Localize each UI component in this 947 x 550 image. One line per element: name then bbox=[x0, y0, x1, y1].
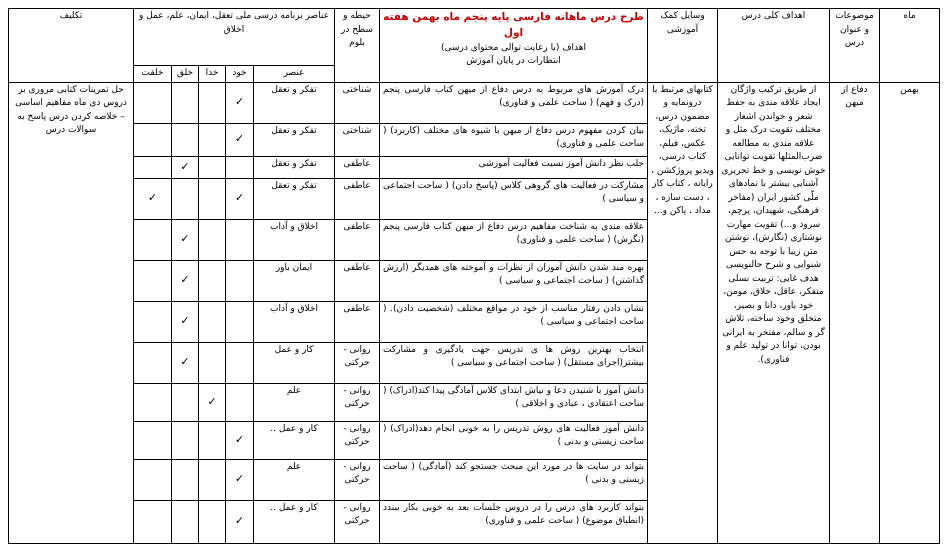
khod-check-cell bbox=[226, 178, 254, 219]
domain-cell: روانی - حرکتی bbox=[335, 500, 380, 543]
khod-check-cell bbox=[226, 342, 254, 383]
goal-cell: دانش آموز فعالیت های روش تدریس را به خوبی انجام دهد(ادراک) ( ساحت زیستی و بدنی ) bbox=[380, 421, 648, 459]
khod-check-cell bbox=[226, 82, 254, 123]
domain-cell: شناختی bbox=[335, 82, 380, 123]
goal-cell: بهره مند شدن دانش آموزان از نظرات و آموخته های همدیگر (ارزش گذاشتن) ( ساحت اجتماعی و سیاسی ) bbox=[380, 260, 648, 301]
goal-cell: نشان دادن رفتار مناسب از خود در مواقع مختلف (شخصیت دادن). ( ساحت اجتماعی و سیاسی ) bbox=[380, 301, 648, 342]
khalq-check-cell bbox=[172, 82, 199, 123]
header-title-cell bbox=[380, 9, 648, 83]
khoda-check-cell bbox=[199, 260, 226, 301]
element-cell: تفکر و تعقل bbox=[254, 123, 335, 156]
check-icon: ✓ bbox=[234, 514, 245, 528]
header-topics: موضوعات و عنوان درس bbox=[830, 9, 880, 83]
header-khod: خود bbox=[226, 66, 254, 83]
goal-cell: دانش آموز با شنیدن دعا و نیاش ابتدای کلاس آمادگی پیدا کند(ادراک) ( ساحت اعتقادی ، عبادی و اخلاقی ) bbox=[380, 383, 648, 421]
element-cell: اخلاق و آداب bbox=[254, 301, 335, 342]
header-general-goals: اهداف کلی درس bbox=[718, 9, 830, 83]
header-khoda: خدا bbox=[199, 66, 226, 83]
check-icon: ✓ bbox=[234, 132, 245, 146]
table-row bbox=[9, 82, 940, 123]
khalq-check-cell bbox=[172, 301, 199, 342]
header-khelqat: خلقت bbox=[134, 66, 172, 83]
topic-value: دفاع از میهن bbox=[830, 82, 880, 543]
table-body bbox=[9, 82, 940, 543]
khoda-check-cell bbox=[199, 123, 226, 156]
khoda-check-cell bbox=[199, 342, 226, 383]
khod-check-cell bbox=[226, 156, 254, 178]
khalq-check-cell bbox=[172, 342, 199, 383]
homework-value: حل تمرینات کتابی مروری بر دروس دی ماه مفاهیم اساسی – خلاصه کردن درس پاسخ به سوالات درس bbox=[9, 82, 134, 543]
khalq-check-cell bbox=[172, 383, 199, 421]
check-icon: ✓ bbox=[180, 232, 190, 246]
khelqat-check-cell bbox=[134, 301, 172, 342]
domain-cell: عاطفی bbox=[335, 219, 380, 260]
khod-check-cell bbox=[226, 123, 254, 156]
khalq-check-cell bbox=[172, 260, 199, 301]
khalq-check-cell bbox=[172, 156, 199, 178]
khod-check-cell bbox=[226, 219, 254, 260]
header-homework: تکلیف bbox=[9, 9, 134, 83]
khod-check-cell bbox=[226, 500, 254, 543]
check-icon: ✓ bbox=[234, 472, 245, 486]
khod-check-cell bbox=[226, 383, 254, 421]
header-elements: عناصر برنامه درسی ملی تعقل، ایمان، علم، عمل و اخلاق bbox=[134, 9, 335, 66]
check-icon: ✓ bbox=[180, 314, 190, 328]
domain-cell: شناختی bbox=[335, 123, 380, 156]
khalq-check-cell bbox=[172, 123, 199, 156]
goal-cell: بتواند کاربرد های درس را در دروس جلسات بعد به خوبی بکار ببندد (انطباق موضوع) ( ساحت علمی و فناوری) bbox=[380, 500, 648, 543]
element-cell: کار و عمل bbox=[254, 342, 335, 383]
element-cell: کار و عمل .. bbox=[254, 500, 335, 543]
check-icon: ✓ bbox=[234, 95, 245, 109]
khelqat-check-cell bbox=[134, 123, 172, 156]
khoda-check-cell bbox=[199, 459, 226, 500]
header-domain: حیطه و سطح در بلوم bbox=[335, 9, 380, 83]
khod-check-cell bbox=[226, 260, 254, 301]
lesson-plan-table bbox=[8, 8, 940, 544]
element-cell: علم bbox=[254, 459, 335, 500]
domain-cell: عاطفی bbox=[335, 178, 380, 219]
header-subtitle-goals: اهداف (با رعایت توالی محتوای درسی) bbox=[440, 42, 586, 53]
check-icon: ✓ bbox=[234, 191, 245, 205]
check-icon: ✓ bbox=[207, 394, 217, 408]
check-icon: ✓ bbox=[180, 159, 190, 173]
header-subtitle-expectations: انتظارات در پایان آموزش bbox=[466, 56, 561, 66]
domain-cell: روانی - حرکتی bbox=[335, 421, 380, 459]
khod-check-cell bbox=[226, 301, 254, 342]
goal-cell: علاقه مندی به شناخت مفاهیم درس دفاع از میهن کتاب فارسی پنجم (نگرش) ( ساحت علمی و فناوری) bbox=[380, 219, 648, 260]
khoda-check-cell bbox=[199, 178, 226, 219]
general-goals-value: از طریق ترکیب واژگان ایجاد علاقه مندی به حفظ شعر و خواندن اشعار مختلف تقویت درک مثل و علاقه مندی به مطالعه ضرب‌المثلها تقویت توانایی خوش نویسی و خط تحریری آشنایی بیشتر با نمادهای ملّی کشور ایران (مفاخر فرهنگی، شهیدان، پرچم، سرود و...) تقویت مهارت نوشتاری (نگارش)، نوشتن متن زیبا با توجه به حس شنوایی و شرح حالنویسی هدف غایی: تربیت نسلی متفکر، عاقل، خلاق، مومن، خود باور، دانا و بصیر، متخلق وخود ساخته، تلاش گر و سالم، مفتخر به ایرانی بودن، توانا در تولید علم و فناوری). bbox=[718, 82, 830, 543]
page-title: طرح درس ماهانه فارسی پایه پنجم ماه بهمن هفته اول bbox=[383, 11, 644, 39]
goal-cell: درک آموزش های مربوط به درس دفاع از میهن کتاب فارسی پنجم (درک و فهم) ( ساحت علمی و فناوری) bbox=[380, 82, 648, 123]
domain-cell: روانی - حرکتی bbox=[335, 459, 380, 500]
element-cell: تفکر و تعقل bbox=[254, 178, 335, 219]
month-value: بهمن bbox=[880, 82, 940, 543]
check-icon: ✓ bbox=[234, 432, 245, 446]
element-cell: تفکر و تعقل bbox=[254, 82, 335, 123]
header-month: ماه bbox=[880, 9, 940, 83]
header-aids: وسایل کمک آموزشی bbox=[648, 9, 718, 83]
khelqat-check-cell bbox=[134, 219, 172, 260]
khalq-check-cell bbox=[172, 219, 199, 260]
domain-cell: عاطفی bbox=[335, 260, 380, 301]
domain-cell: روانی - حرکتی bbox=[335, 383, 380, 421]
khelqat-check-cell bbox=[134, 500, 172, 543]
header-element: عنصر bbox=[254, 66, 335, 83]
domain-cell: روانی - حرکتی bbox=[335, 342, 380, 383]
khalq-check-cell bbox=[172, 500, 199, 543]
khalq-check-cell bbox=[172, 421, 199, 459]
khelqat-check-cell bbox=[134, 342, 172, 383]
goal-cell: بیان کردن مفهوم درس دفاع از میهن با شیوه های مختلف (کاربرد) ( ساحت علمی و فناوری) bbox=[380, 123, 648, 156]
khod-check-cell bbox=[226, 459, 254, 500]
aids-value: کتابهای مرتبط با درونمایه و مضمون درس، تخته، ماژیک، عکس، فیلم، کتاب درسی، ویدیو پروژکشن ، رایانه ، کتاب کار ، دست سازه ، مداد ، پاکن و... bbox=[648, 82, 718, 543]
goal-cell: جلب نظر دانش آموز نسبت فعالیت آموزشی bbox=[380, 156, 648, 178]
khelqat-check-cell bbox=[134, 421, 172, 459]
goal-cell: بتواند در سایت ها در مورد این مبحث جستجو کند (آمادگی) ( ساحت زیستی و بدنی ) bbox=[380, 459, 648, 500]
khoda-check-cell bbox=[199, 82, 226, 123]
khalq-check-cell bbox=[172, 459, 199, 500]
goal-cell: مشارکت در فعالیت های گروهی کلاس (پاسخ دادن) ( ساحت اجتماعی و سیاسی ) bbox=[380, 178, 648, 219]
check-icon: ✓ bbox=[180, 273, 190, 287]
header-khalq: خلق bbox=[172, 66, 199, 83]
domain-cell: عاطفی bbox=[335, 301, 380, 342]
domain-cell: عاطفی bbox=[335, 156, 380, 178]
element-cell: کار و عمل .. bbox=[254, 421, 335, 459]
khalq-check-cell bbox=[172, 178, 199, 219]
khelqat-check-cell bbox=[134, 156, 172, 178]
khoda-check-cell bbox=[199, 421, 226, 459]
khoda-check-cell bbox=[199, 219, 226, 260]
khoda-check-cell bbox=[199, 156, 226, 178]
khod-check-cell bbox=[226, 421, 254, 459]
khelqat-check-cell bbox=[134, 82, 172, 123]
khoda-check-cell bbox=[199, 500, 226, 543]
khelqat-check-cell bbox=[134, 459, 172, 500]
khelqat-check-cell bbox=[134, 383, 172, 421]
check-icon: ✓ bbox=[147, 191, 158, 205]
element-cell: علم bbox=[254, 383, 335, 421]
element-cell: ایمان باور bbox=[254, 260, 335, 301]
khoda-check-cell bbox=[199, 383, 226, 421]
element-cell: تفکر و تعقل bbox=[254, 156, 335, 178]
goal-cell: انتخاب بهترین روش ها ی تدریس جهت یادگیری و مشارکت بیشتر(اجرای مستقل) ( ساحت اجتماعی و سیاسی ) bbox=[380, 342, 648, 383]
check-icon: ✓ bbox=[180, 355, 190, 369]
khelqat-check-cell bbox=[134, 260, 172, 301]
element-cell: اخلاق و آداب bbox=[254, 219, 335, 260]
khelqat-check-cell bbox=[134, 178, 172, 219]
khoda-check-cell bbox=[199, 301, 226, 342]
